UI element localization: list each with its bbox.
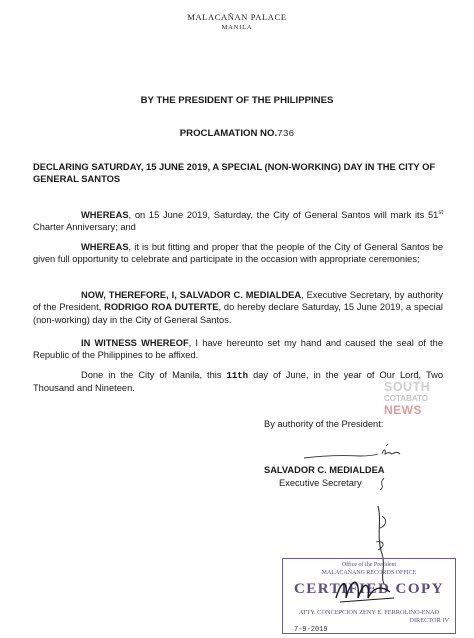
proclamation-heading <box>0 128 474 139</box>
proclamation-number: 736 <box>277 128 295 139</box>
proclamation-label: PROCLAMATION NO. <box>179 128 278 139</box>
proclamation-title: DECLARING SATURDAY, 15 JUNE 2019, A SPECIAL (NON-WORKING) DAY IN THE CITY OF GENERAL SANTOS <box>33 161 436 185</box>
by-president-heading: BY THE PRESIDENT OF THE PHILIPPINES <box>140 95 334 106</box>
paragraph-now-therefore <box>33 289 443 326</box>
p1-text-a: , on 15 June 2019, Saturday, the City of General Santos will mark its 51 <box>128 210 439 220</box>
header-city: MANILA <box>221 24 253 31</box>
signatory-name: SALVADOR C. MEDIALDEA <box>264 465 385 475</box>
stamp-signature <box>330 568 402 614</box>
handwritten-date: 7-9-2019 <box>294 626 328 634</box>
p2-text: , it is but fitting and proper that the people of the City of General Santos be given full opportunity to celebrate and participate in the occasion with appropriate ceremonies; <box>33 242 443 265</box>
p1-text-b: Charter Anniversary; and <box>33 222 136 233</box>
p5-day: 11th <box>226 371 249 381</box>
paragraph-in-witness <box>33 337 443 362</box>
p3-text-b: , do hereby declare Saturday, 15 June 2019, a special (non-working) day in the City of General Santos. <box>33 302 443 325</box>
paragraph-whereas-1 <box>33 209 443 234</box>
stamp-director: DIRECTOR IV <box>409 617 449 624</box>
p3-text-a: , Executive Secretary, by authority of the President, <box>33 290 444 313</box>
p2-lead: WHEREAS <box>81 242 129 252</box>
news-watermark <box>384 380 468 417</box>
initials-signature <box>300 440 410 466</box>
watermark-cotabato: COTABATO <box>384 394 428 403</box>
stamp-records-office: MALACAÑANG RECORDS OFFICE <box>321 570 417 576</box>
stamp-certified-copy: CERTIFIED COPY <box>293 581 445 597</box>
p3-lead: NOW, THEREFORE, I, SALVADOR C. MEDIALDEA <box>81 290 302 300</box>
watermark-south: SOUTH <box>384 380 431 394</box>
paragraph-whereas-2 <box>33 241 443 266</box>
p1-lead: WHEREAS <box>81 210 129 220</box>
stamp-attorney: ATTY. CONCEPCION ZENY E. FERROLINO-ENAD <box>298 609 440 616</box>
stamp-office: Office of the President <box>341 562 397 568</box>
watermark-news: NEWS <box>384 403 422 417</box>
paragraph-done-in <box>33 369 443 395</box>
p4-lead: IN WITNESS WHEREOF <box>81 338 189 348</box>
p5-text-b: day of June, in the year of Our Lord, Two Thousand and Nineteen. <box>33 370 443 394</box>
header-palace: MALACAÑAN PALACE <box>187 12 287 22</box>
signatory-title: Executive Secretary <box>279 478 362 488</box>
by-authority-line: By authority of the President: <box>264 419 384 429</box>
p4-text: , I have hereunto set my hand and caused the seal of the Republic of the Philippines to be affixed. <box>33 338 443 361</box>
p3-president: RODRIGO ROA DUTERTE <box>104 302 219 313</box>
p1-superscript: st <box>438 209 443 216</box>
p5-text-a: Done in the City of Manila, this <box>81 370 227 380</box>
